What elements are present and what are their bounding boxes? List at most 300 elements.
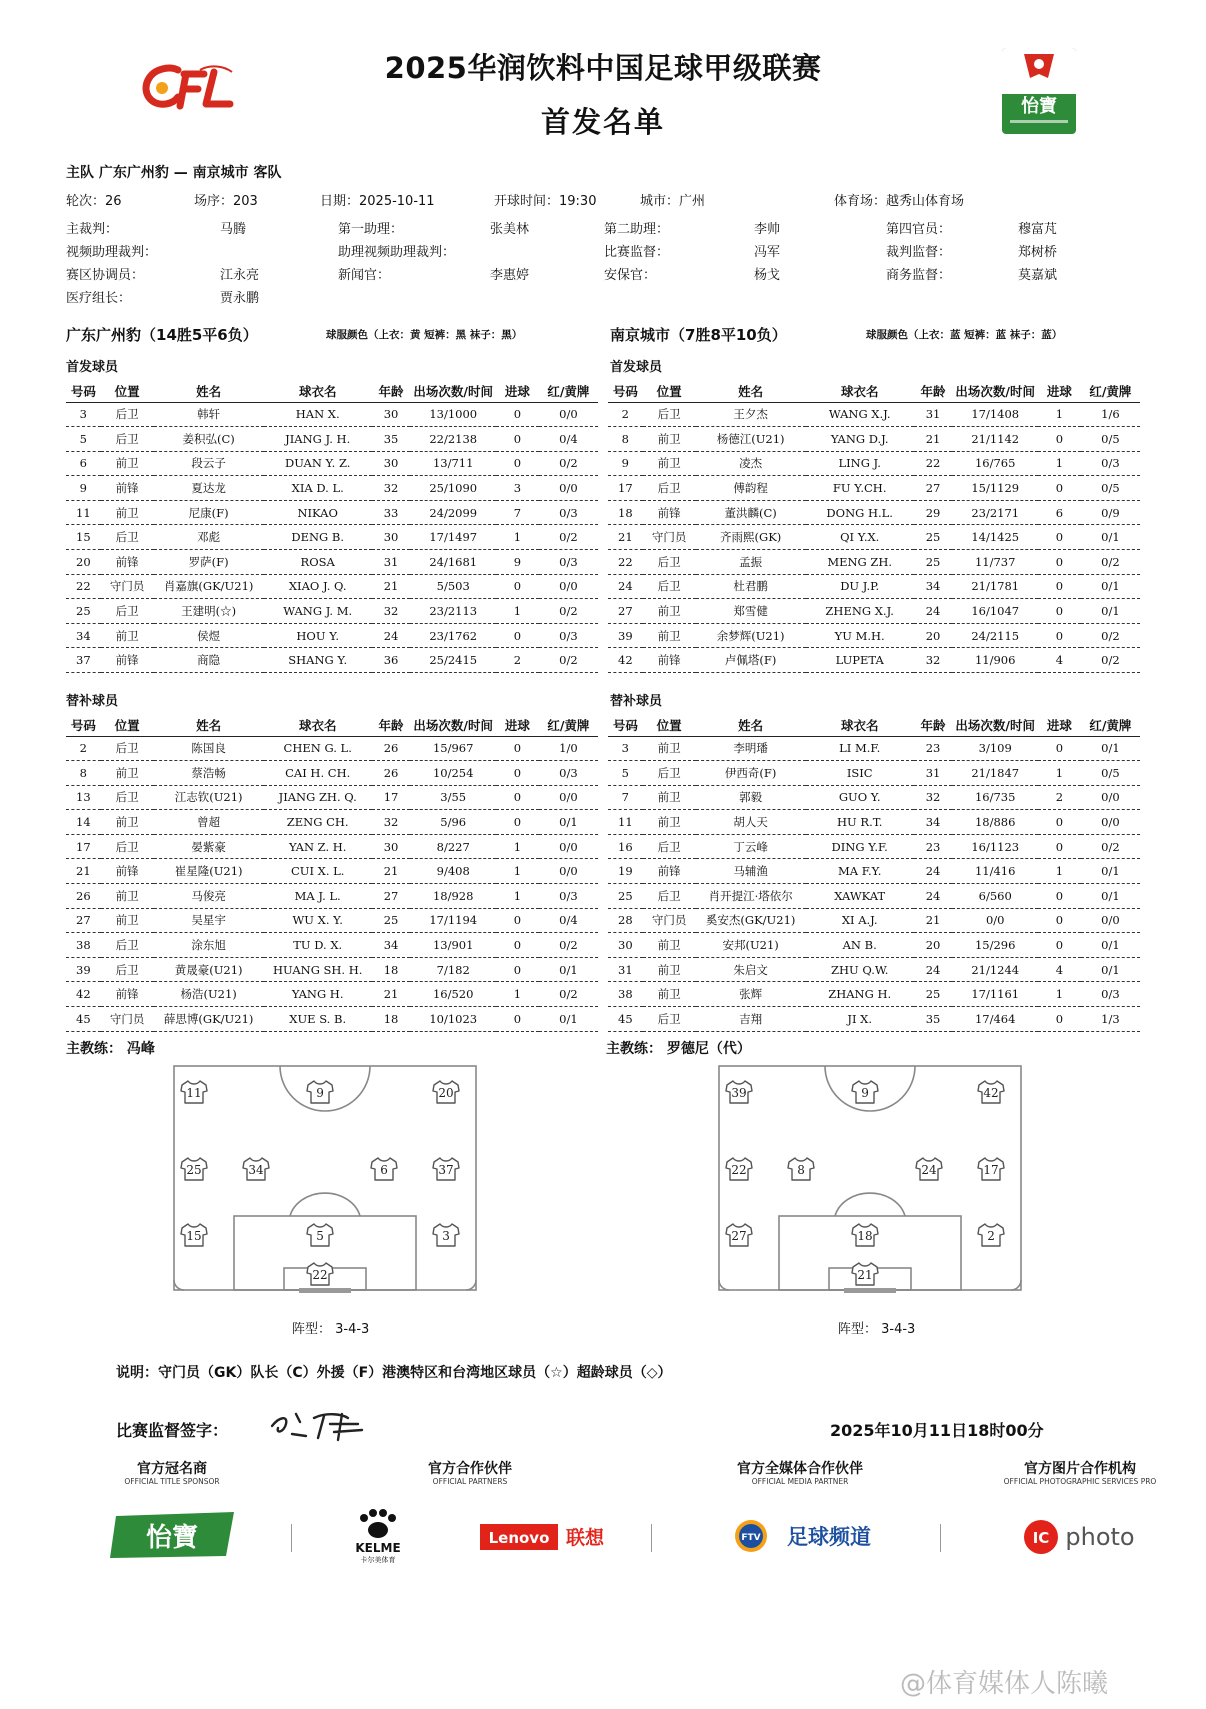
table-cell: 1 bbox=[1038, 761, 1081, 786]
table-cell: 20 bbox=[914, 933, 953, 958]
table-cell: 3 bbox=[496, 476, 539, 501]
table-cell: 后卫 bbox=[643, 834, 696, 859]
player-jersey-icon bbox=[181, 1158, 207, 1180]
page-title: 2025华润饮料中国足球甲级联赛 bbox=[384, 51, 822, 85]
table-cell: 前锋 bbox=[101, 982, 154, 1007]
table-cell: QI Y.X. bbox=[806, 525, 914, 550]
player-jersey-icon bbox=[852, 1224, 878, 1246]
table-cell: 后卫 bbox=[101, 785, 154, 810]
table-cell: MA F.Y. bbox=[806, 859, 914, 884]
player-jersey-icon bbox=[307, 1263, 333, 1285]
jersey-number: 17 bbox=[983, 1163, 999, 1177]
svg-text:联想: 联想 bbox=[565, 1527, 605, 1549]
table-cell: 1 bbox=[1038, 402, 1081, 427]
column-header: 年龄 bbox=[372, 380, 411, 402]
table-cell: CHEN G. L. bbox=[264, 736, 372, 761]
table-cell: 0 bbox=[1038, 599, 1081, 624]
table-cell: 0 bbox=[1038, 623, 1081, 648]
table-cell: 尼康(F) bbox=[154, 500, 264, 525]
table-cell: 26 bbox=[372, 736, 411, 761]
table-cell: 19 bbox=[608, 859, 643, 884]
table-cell: 2 bbox=[608, 402, 643, 427]
official-role: 比赛监督： bbox=[604, 245, 670, 260]
table-cell: 前锋 bbox=[643, 859, 696, 884]
table-cell: 25/2415 bbox=[410, 648, 496, 673]
yibao-sponsor-logo bbox=[108, 1510, 238, 1560]
table-cell: 27 bbox=[66, 908, 101, 933]
table-cell: WANG J. M. bbox=[264, 599, 372, 624]
table-cell: 26 bbox=[372, 761, 411, 786]
table-cell: 24 bbox=[914, 599, 953, 624]
table-row bbox=[66, 1007, 598, 1032]
table-cell: 0/1 bbox=[1081, 525, 1140, 550]
sponsor-title-4: 官方全媒体合作伙伴 bbox=[737, 1461, 863, 1477]
official-name: 李惠婷 bbox=[490, 268, 530, 283]
table-cell: 21 bbox=[66, 859, 101, 884]
table-cell: 13/711 bbox=[410, 451, 496, 476]
table-cell: 0 bbox=[496, 736, 539, 761]
table-cell: 后卫 bbox=[101, 427, 154, 452]
table-cell: 0 bbox=[496, 933, 539, 958]
table-cell: 20 bbox=[914, 623, 953, 648]
table-cell: 1/6 bbox=[1081, 402, 1140, 427]
official-name: 江永亮 bbox=[220, 268, 260, 283]
table-cell: 34 bbox=[914, 810, 953, 835]
table-cell: 前卫 bbox=[643, 785, 696, 810]
table-cell: 30 bbox=[372, 402, 411, 427]
player-jersey-icon bbox=[243, 1158, 269, 1180]
home-starters-table bbox=[66, 380, 598, 673]
table-cell: 7 bbox=[608, 785, 643, 810]
table-cell: 0/2 bbox=[1081, 550, 1140, 575]
table-cell: 6/560 bbox=[952, 884, 1038, 909]
table-cell: AN B. bbox=[806, 933, 914, 958]
table-cell: 晏紫豪 bbox=[154, 834, 264, 859]
page-subtitle: 首发名单 bbox=[540, 105, 665, 139]
column-header: 球衣名 bbox=[806, 380, 914, 402]
table-cell: 傅韵程 bbox=[696, 476, 806, 501]
table-cell: 0/1 bbox=[1081, 736, 1140, 761]
table-cell: 16/735 bbox=[952, 785, 1038, 810]
table-cell: 30 bbox=[608, 933, 643, 958]
table-cell: 姜积弘(C) bbox=[154, 427, 264, 452]
supervisor-signature bbox=[266, 1408, 376, 1444]
table-row bbox=[608, 908, 1140, 933]
table-cell: 31 bbox=[608, 957, 643, 982]
table-cell: 0 bbox=[496, 574, 539, 599]
table-row bbox=[66, 451, 598, 476]
table-cell: 0/9 bbox=[1081, 500, 1140, 525]
official-role: 赛区协调员： bbox=[66, 268, 145, 283]
table-cell: 后卫 bbox=[643, 550, 696, 575]
table-cell: 21 bbox=[914, 427, 953, 452]
table-cell: 10/254 bbox=[410, 761, 496, 786]
official-role: 第一助理： bbox=[338, 222, 404, 237]
table-cell: 涂东旭 bbox=[154, 933, 264, 958]
table-cell: 1 bbox=[496, 884, 539, 909]
table-cell: 31 bbox=[914, 761, 953, 786]
table-cell: 3 bbox=[66, 402, 101, 427]
table-cell: 1/3 bbox=[1081, 1007, 1140, 1032]
column-header: 红/黄牌 bbox=[1081, 714, 1140, 736]
player-jersey-icon bbox=[726, 1158, 752, 1180]
table-cell: DUAN Y. Z. bbox=[264, 451, 372, 476]
table-cell: 王建明(☆) bbox=[154, 599, 264, 624]
table-row bbox=[66, 834, 598, 859]
table-cell: 0 bbox=[496, 908, 539, 933]
svg-text:photo: photo bbox=[1065, 1523, 1135, 1551]
table-cell: 21/1244 bbox=[952, 957, 1038, 982]
table-cell: 13/901 bbox=[410, 933, 496, 958]
table-cell: 0/2 bbox=[539, 648, 598, 673]
svg-text:IC: IC bbox=[1032, 1529, 1050, 1547]
table-cell: 1 bbox=[1038, 859, 1081, 884]
table-cell: ROSA bbox=[264, 550, 372, 575]
table-cell: 1/0 bbox=[539, 736, 598, 761]
table-cell: 0 bbox=[496, 810, 539, 835]
table-cell: 0 bbox=[1038, 1007, 1081, 1032]
table-cell: 22 bbox=[608, 550, 643, 575]
table-cell: 0/0 bbox=[539, 476, 598, 501]
table-cell: 0 bbox=[496, 623, 539, 648]
table-cell: CAI H. CH. bbox=[264, 761, 372, 786]
table-cell: 0/4 bbox=[539, 427, 598, 452]
table-row bbox=[608, 785, 1140, 810]
table-cell: 35 bbox=[372, 427, 411, 452]
table-cell: 后卫 bbox=[101, 599, 154, 624]
sponsor-title-2: 官方合作伙伴 bbox=[428, 1461, 512, 1477]
table-cell: 29 bbox=[914, 500, 953, 525]
sponsor-sub-4: OFFICIAL MEDIA PARTNER bbox=[751, 1477, 849, 1486]
player-jersey-icon bbox=[181, 1224, 207, 1246]
table-cell: 前卫 bbox=[101, 810, 154, 835]
table-cell: 守门员 bbox=[643, 908, 696, 933]
table-cell: 前卫 bbox=[101, 451, 154, 476]
official-role: 第二助理： bbox=[604, 222, 670, 237]
table-cell: 吉翔 bbox=[696, 1007, 806, 1032]
table-cell: 21 bbox=[372, 982, 411, 1007]
table-cell: 0/2 bbox=[1081, 648, 1140, 673]
table-cell: 罗萨(F) bbox=[154, 550, 264, 575]
table-cell: 14 bbox=[66, 810, 101, 835]
table-cell: XI A.J. bbox=[806, 908, 914, 933]
table-cell: 守门员 bbox=[101, 1007, 154, 1032]
table-cell: MA J. L. bbox=[264, 884, 372, 909]
jersey-number: 2 bbox=[987, 1229, 995, 1243]
table-cell: 11/416 bbox=[952, 859, 1038, 884]
column-header: 位置 bbox=[101, 380, 154, 402]
table-cell: 0/4 bbox=[539, 908, 598, 933]
table-cell: 0/0 bbox=[1081, 785, 1140, 810]
table-cell: 陈国良 bbox=[154, 736, 264, 761]
table-cell: 1 bbox=[496, 599, 539, 624]
table-cell: HU R.T. bbox=[806, 810, 914, 835]
ic-photo-logo bbox=[1022, 1518, 1142, 1556]
away-starters-table bbox=[608, 380, 1140, 673]
legend-note: 说明：守门员（GK）队长（C）外援（F）港澳特区和台湾地区球员（☆）超龄球员（◇） bbox=[116, 1365, 672, 1381]
player-jersey-icon bbox=[433, 1081, 459, 1103]
table-row bbox=[66, 402, 598, 427]
player-jersey-icon bbox=[307, 1081, 333, 1103]
column-header: 年龄 bbox=[914, 714, 953, 736]
official-role: 主裁判： bbox=[66, 222, 119, 237]
table-row bbox=[66, 859, 598, 884]
table-cell: 薛思博(GK/U21) bbox=[154, 1007, 264, 1032]
column-header: 进球 bbox=[1038, 714, 1081, 736]
table-cell: DU J.P. bbox=[806, 574, 914, 599]
table-cell: 江志钦(U21) bbox=[154, 785, 264, 810]
table-cell: LING J. bbox=[806, 451, 914, 476]
table-row bbox=[608, 648, 1140, 673]
sponsor-sub-1: OFFICIAL TITLE SPONSOR bbox=[124, 1477, 220, 1486]
signature-datetime: 2025年10月11日18时00分 bbox=[830, 1421, 1044, 1440]
table-cell: 39 bbox=[66, 957, 101, 982]
jersey-number: 24 bbox=[921, 1163, 937, 1177]
table-row bbox=[66, 908, 598, 933]
table-cell: 1 bbox=[496, 525, 539, 550]
table-row bbox=[608, 550, 1140, 575]
table-cell: 后卫 bbox=[101, 834, 154, 859]
table-cell: 35 bbox=[914, 1007, 953, 1032]
table-row bbox=[66, 574, 598, 599]
match-number: 场序：203 bbox=[194, 194, 258, 209]
table-cell: 1 bbox=[1038, 451, 1081, 476]
table-cell: 曾超 bbox=[154, 810, 264, 835]
sponsor-divider bbox=[651, 1524, 652, 1552]
table-row bbox=[66, 476, 598, 501]
column-header: 位置 bbox=[101, 714, 154, 736]
table-cell: 37 bbox=[66, 648, 101, 673]
table-cell: 0/0 bbox=[539, 859, 598, 884]
kelme-logo bbox=[348, 1508, 408, 1564]
jersey-number: 21 bbox=[857, 1268, 873, 1282]
away-subs-table bbox=[608, 714, 1140, 1032]
table-cell: 0 bbox=[1038, 427, 1081, 452]
table-cell: 黄晟豪(U21) bbox=[154, 957, 264, 982]
table-cell: 0 bbox=[1038, 476, 1081, 501]
table-cell: 9 bbox=[496, 550, 539, 575]
table-cell: 凌杰 bbox=[696, 451, 806, 476]
table-row bbox=[66, 550, 598, 575]
table-cell: 16/1123 bbox=[952, 834, 1038, 859]
table-cell: 4 bbox=[1038, 648, 1081, 673]
table-cell: 杨德江(U21) bbox=[696, 427, 806, 452]
table-row bbox=[608, 933, 1140, 958]
table-cell: ZHENG X.J. bbox=[806, 599, 914, 624]
official-role: 新闻官： bbox=[338, 268, 391, 283]
table-cell: 蔡浩畅 bbox=[154, 761, 264, 786]
table-cell: 3/55 bbox=[410, 785, 496, 810]
signature-label: 比赛监督签字： bbox=[116, 1421, 229, 1440]
table-cell: HAN X. bbox=[264, 402, 372, 427]
table-cell: 32 bbox=[372, 810, 411, 835]
table-cell: JIANG J. H. bbox=[264, 427, 372, 452]
table-cell: 孟振 bbox=[696, 550, 806, 575]
table-cell: YANG H. bbox=[264, 982, 372, 1007]
jersey-number: 18 bbox=[857, 1229, 873, 1243]
table-cell: 15 bbox=[66, 525, 101, 550]
watermark: @体育媒体人陈曦 bbox=[900, 1669, 1109, 1699]
table-row bbox=[608, 859, 1140, 884]
table-cell: 0/3 bbox=[1081, 982, 1140, 1007]
away-formation: 阵型： 3-4-3 bbox=[838, 1322, 916, 1337]
table-cell: 商隐 bbox=[154, 648, 264, 673]
table-cell: 1 bbox=[496, 982, 539, 1007]
table-cell: 齐雨熙(GK) bbox=[696, 525, 806, 550]
jersey-number: 27 bbox=[731, 1229, 747, 1243]
official-name: 张美林 bbox=[490, 222, 530, 237]
table-cell: 9 bbox=[66, 476, 101, 501]
table-row bbox=[66, 957, 598, 982]
table-cell: 30 bbox=[372, 525, 411, 550]
table-cell: 0/1 bbox=[1081, 957, 1140, 982]
table-cell: 0/3 bbox=[1081, 451, 1140, 476]
match-stadium: 体育场：越秀山体育场 bbox=[834, 194, 965, 209]
column-header: 姓名 bbox=[696, 714, 806, 736]
away-formation-pitch bbox=[715, 1062, 1025, 1294]
table-cell: 杨浩(U21) bbox=[154, 982, 264, 1007]
table-cell: 5/503 bbox=[410, 574, 496, 599]
table-row bbox=[66, 427, 598, 452]
table-cell: 33 bbox=[372, 500, 411, 525]
table-cell: 21/1781 bbox=[952, 574, 1038, 599]
svg-text:怡寶: 怡寶 bbox=[145, 1523, 199, 1553]
table-cell: 0/3 bbox=[539, 623, 598, 648]
player-jersey-icon bbox=[726, 1081, 752, 1103]
jersey-number: 3 bbox=[442, 1229, 450, 1243]
table-cell: 前锋 bbox=[101, 859, 154, 884]
table-header-row bbox=[608, 380, 1140, 402]
player-jersey-icon bbox=[916, 1158, 942, 1180]
table-cell: 吴星宇 bbox=[154, 908, 264, 933]
match-round: 轮次：26 bbox=[66, 194, 122, 209]
table-cell: 20 bbox=[66, 550, 101, 575]
table-cell: 26 bbox=[66, 884, 101, 909]
table-cell: 胡人天 bbox=[696, 810, 806, 835]
table-cell: SHANG Y. bbox=[264, 648, 372, 673]
table-cell: 0 bbox=[1038, 908, 1081, 933]
table-cell: 前锋 bbox=[643, 500, 696, 525]
away-coach: 主教练： 罗德尼（代） bbox=[606, 1041, 751, 1057]
table-cell: 0/1 bbox=[1081, 884, 1140, 909]
jersey-number: 22 bbox=[312, 1268, 328, 1282]
table-cell: LUPETA bbox=[806, 648, 914, 673]
table-cell: 韩轩 bbox=[154, 402, 264, 427]
table-cell: 0 bbox=[496, 427, 539, 452]
table-cell: 崔星隆(U21) bbox=[154, 859, 264, 884]
table-row bbox=[66, 736, 598, 761]
table-cell: 15/296 bbox=[952, 933, 1038, 958]
table-row bbox=[608, 1007, 1140, 1032]
table-cell: 7/182 bbox=[410, 957, 496, 982]
table-cell: 后卫 bbox=[643, 402, 696, 427]
table-cell: 0/3 bbox=[539, 550, 598, 575]
table-cell: 马辅渔 bbox=[696, 859, 806, 884]
table-row bbox=[608, 427, 1140, 452]
table-cell: 23 bbox=[914, 834, 953, 859]
player-jersey-icon bbox=[788, 1158, 814, 1180]
table-cell: 6 bbox=[66, 451, 101, 476]
table-cell: 0/1 bbox=[1081, 574, 1140, 599]
table-cell: 22 bbox=[914, 451, 953, 476]
table-cell: 21/1847 bbox=[952, 761, 1038, 786]
jersey-number: 42 bbox=[983, 1086, 999, 1100]
table-cell: 后卫 bbox=[101, 933, 154, 958]
table-cell: 11/737 bbox=[952, 550, 1038, 575]
official-role: 商务监督： bbox=[886, 268, 952, 283]
table-cell: 肖嘉旗(GK/U21) bbox=[154, 574, 264, 599]
table-row bbox=[66, 761, 598, 786]
table-cell: HOU Y. bbox=[264, 623, 372, 648]
table-cell: 14/1425 bbox=[952, 525, 1038, 550]
table-cell: 18 bbox=[608, 500, 643, 525]
table-cell: 后卫 bbox=[101, 525, 154, 550]
player-jersey-icon bbox=[371, 1158, 397, 1180]
table-cell: 前卫 bbox=[101, 908, 154, 933]
table-cell: 24 bbox=[608, 574, 643, 599]
home-coach: 主教练： 冯峰 bbox=[66, 1041, 155, 1057]
table-cell: 后卫 bbox=[643, 761, 696, 786]
table-cell: 0 bbox=[1038, 810, 1081, 835]
table-cell: 邓彪 bbox=[154, 525, 264, 550]
jersey-number: 34 bbox=[248, 1163, 264, 1177]
away-starters-label: 首发球员 bbox=[610, 360, 663, 375]
table-cell: 2 bbox=[1038, 785, 1081, 810]
sponsor-title-1: 官方冠名商 bbox=[137, 1461, 207, 1477]
player-jersey-icon bbox=[978, 1224, 1004, 1246]
table-row bbox=[66, 648, 598, 673]
table-cell: 21/1142 bbox=[952, 427, 1038, 452]
official-name: 穆富芃 bbox=[1018, 222, 1058, 237]
column-header: 年龄 bbox=[914, 380, 953, 402]
jersey-number: 39 bbox=[731, 1086, 747, 1100]
table-cell: 42 bbox=[66, 982, 101, 1007]
table-cell: 0/2 bbox=[1081, 623, 1140, 648]
column-header: 年龄 bbox=[372, 714, 411, 736]
table-cell: 朱启文 bbox=[696, 957, 806, 982]
table-cell: WU X. Y. bbox=[264, 908, 372, 933]
table-cell: 18/886 bbox=[952, 810, 1038, 835]
table-cell: 0 bbox=[1038, 884, 1081, 909]
table-cell: 0/2 bbox=[539, 599, 598, 624]
table-cell: 0/5 bbox=[1081, 761, 1140, 786]
official-name: 莫嘉斌 bbox=[1018, 268, 1058, 283]
official-role: 裁判监督： bbox=[886, 245, 952, 260]
table-cell: 0/0 bbox=[1081, 908, 1140, 933]
table-cell: 5 bbox=[66, 427, 101, 452]
table-cell: NIKAO bbox=[264, 500, 372, 525]
match-date: 日期：2025-10-11 bbox=[320, 194, 435, 209]
table-cell: 30 bbox=[372, 834, 411, 859]
table-cell: 王夕杰 bbox=[696, 402, 806, 427]
table-cell: 27 bbox=[608, 599, 643, 624]
table-row bbox=[66, 525, 598, 550]
table-cell: 0/1 bbox=[1081, 933, 1140, 958]
table-cell: 32 bbox=[914, 648, 953, 673]
sponsor-sub-2: OFFICIAL PARTNERS bbox=[432, 1477, 508, 1486]
table-cell: 24 bbox=[914, 957, 953, 982]
table-cell: 奚安杰(GK/U21) bbox=[696, 908, 806, 933]
ftv-logo bbox=[733, 1518, 893, 1554]
table-cell: XIA D. L. bbox=[264, 476, 372, 501]
table-cell: 董洪麟(C) bbox=[696, 500, 806, 525]
table-cell: 0/1 bbox=[1081, 599, 1140, 624]
home-formation-pitch bbox=[170, 1062, 480, 1294]
table-cell: 23/2113 bbox=[410, 599, 496, 624]
table-cell: XAWKAT bbox=[806, 884, 914, 909]
column-header: 球衣名 bbox=[264, 380, 372, 402]
table-row bbox=[66, 933, 598, 958]
